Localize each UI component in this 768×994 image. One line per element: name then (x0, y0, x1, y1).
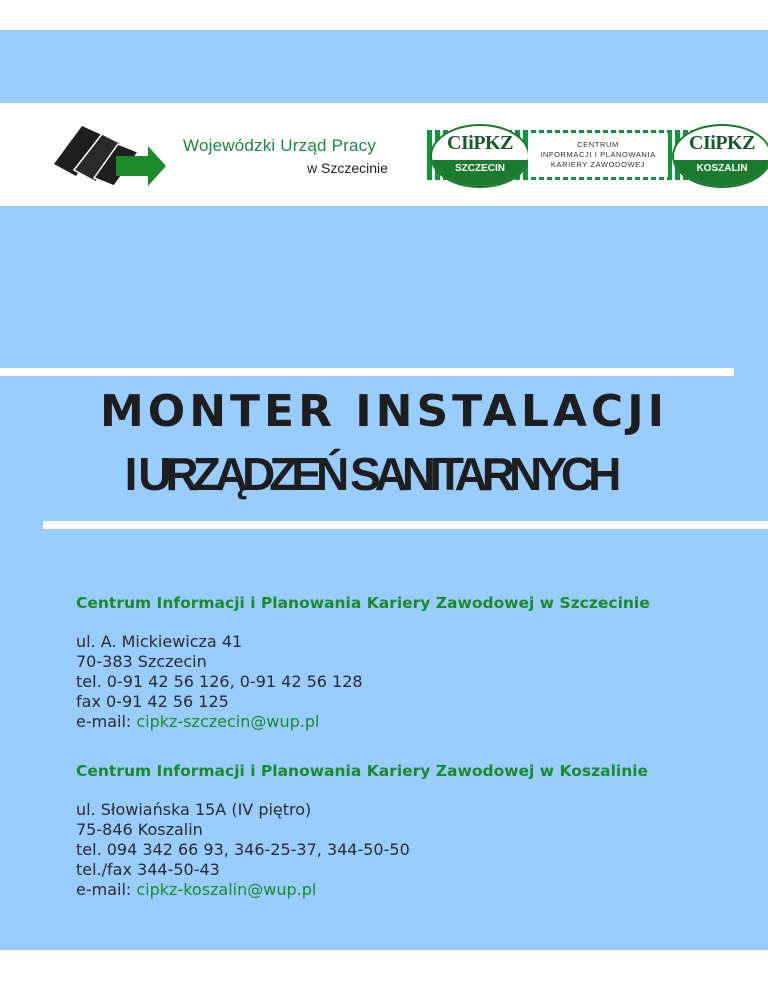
office-postal: 75-846 Koszalin (76, 820, 203, 839)
cipkz-szczecin-badge (430, 124, 530, 188)
wup-city: w Szczecinie (307, 160, 388, 176)
cipkz-center-line: INFORMACJI I PLANOWANIA (540, 150, 656, 159)
office-phone: tel. 0-91 42 56 126, 0-91 42 56 128 (76, 672, 363, 691)
title-line-2: I URZĄDZEŃ SANITARNYCH (124, 448, 616, 500)
office-fax: tel./fax 344-50-43 (76, 860, 220, 879)
badge-left-title: CIiPKZ (447, 131, 513, 154)
badge-right-title: CIiPKZ (689, 131, 755, 154)
badge-right-city: KOSZALIN (674, 160, 768, 186)
office-szczecin (76, 594, 756, 732)
contact-section (76, 594, 756, 900)
office-street: ul. Słowiańska 15A (IV piętro) (76, 800, 312, 819)
cipkz-center-text (528, 133, 668, 177)
email-link[interactable]: cipkz-koszalin@wup.pl (136, 880, 317, 899)
office-street: ul. A. Mickiewicza 41 (76, 632, 243, 651)
office-email-row (76, 712, 756, 732)
office-email-row (76, 880, 756, 900)
cipkz-koszalin-badge (672, 124, 768, 188)
badge-left-city: SZCZECIN (432, 160, 528, 186)
wup-logo-icon (52, 124, 168, 186)
office-koszalin (76, 762, 756, 900)
office-postal: 70-383 Szczecin (76, 652, 207, 671)
email-label: e-mail: (76, 712, 137, 731)
title-rule-bottom (43, 521, 768, 529)
cipkz-center-line: CENTRUM (577, 140, 619, 149)
cipkz-center-line: KARIERY ZAWODOWEJ (550, 160, 646, 169)
email-label: e-mail: (76, 880, 137, 899)
title-rule-top (0, 368, 734, 376)
wup-name: Wojewódzki Urząd Pracy (183, 136, 377, 155)
title-line-1: MONTER INSTALACJI (100, 386, 668, 437)
office-phone: tel. 094 342 66 93, 346-25-37, 344-50-50 (76, 840, 410, 859)
office-name: Centrum Informacji i Planowania Kariery Zawodowej w Koszalinie (76, 762, 649, 780)
email-link[interactable]: cipkz-szczecin@wup.pl (136, 712, 320, 731)
office-fax: fax 0-91 42 56 125 (76, 692, 229, 711)
office-name: Centrum Informacji i Planowania Kariery Zawodowej w Szczecinie (76, 594, 650, 612)
